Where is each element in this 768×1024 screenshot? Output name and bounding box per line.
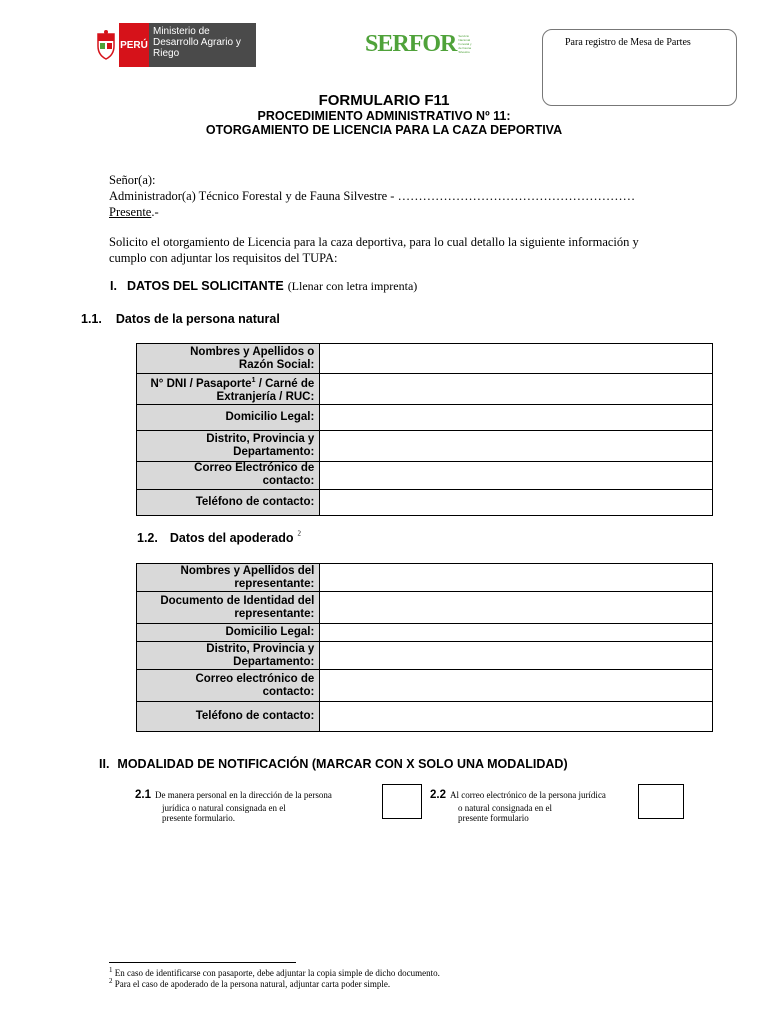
option-1-checkbox[interactable] <box>382 784 422 819</box>
dni-field[interactable] <box>320 374 713 405</box>
footnote-2-mark: 2 <box>109 977 113 985</box>
serfor-logo <box>365 28 472 60</box>
subsection-1-2-heading <box>137 529 301 547</box>
footnote-divider <box>109 962 296 963</box>
footnote-1-text: En caso de identificarse con pasaporte, debe adjuntar la copia simple de dicho documento. <box>114 968 440 978</box>
option-2-line-3: presente formulario <box>458 813 529 823</box>
option-1-line-2: jurídica o natural consignada en el <box>162 803 286 813</box>
field-label: Nombres y Apellidos del representante: <box>137 564 320 592</box>
phone-field[interactable] <box>320 489 713 515</box>
section-1-note: (Llenar con letra imprenta) <box>287 279 418 293</box>
rep-district-field[interactable] <box>320 642 713 670</box>
coat-of-arms-icon <box>93 23 119 67</box>
field-label: Correo Electrónico de contacto: <box>137 461 320 489</box>
field-label: Distrito, Provincia y Departamento: <box>137 430 320 461</box>
representative-table <box>136 563 713 732</box>
ministry-name: Ministerio de Desarrollo Agrario y Riego <box>149 23 256 67</box>
table-row <box>137 642 713 670</box>
addressee: Administrador(a) Técnico Forestal y de Fauna Silvestre - ………………………………………………… <box>109 189 636 203</box>
section-1-title: DATOS DEL SOLICITANTE <box>126 279 284 293</box>
subject-title: OTORGAMIENTO DE LICENCIA PARA LA CAZA DEPORTIVA <box>205 123 563 137</box>
field-label: Correo electrónico de contacto: <box>137 670 320 702</box>
table-row <box>137 430 713 461</box>
peru-label: PERÚ <box>119 23 149 67</box>
table-row <box>137 592 713 624</box>
subsection-1-2-title: Datos del apoderado <box>169 531 294 545</box>
field-label: Teléfono de contacto: <box>137 489 320 515</box>
field-label: Documento de Identidad del representante: <box>137 592 320 624</box>
notification-option-2 <box>430 785 645 823</box>
presente <box>109 204 159 220</box>
footnote-2 <box>109 976 390 990</box>
mesa-de-partes-label: Para registro de Mesa de Partes <box>565 37 691 48</box>
table-row <box>137 374 713 405</box>
footnote-2-text: Para el caso de apoderado de la persona natural, adjuntar carta poder simple. <box>114 979 391 989</box>
section-2-heading <box>99 755 568 773</box>
rep-email-field[interactable] <box>320 670 713 702</box>
field-label: Distrito, Provincia y Departamento: <box>137 642 320 670</box>
section-1-number: I. <box>110 279 117 293</box>
option-1-line-1: De manera personal en la dirección de la persona <box>155 790 332 800</box>
option-1-number: 2.1 <box>135 789 151 801</box>
field-label: Domicilio Legal: <box>137 624 320 642</box>
table-row <box>137 489 713 515</box>
subsection-1-2-footnote-mark: 2 <box>297 529 301 538</box>
name-field[interactable] <box>320 344 713 374</box>
subsection-1-1-number: 1.1. <box>81 312 102 326</box>
presente-suffix: .- <box>151 205 159 219</box>
table-row <box>137 670 713 702</box>
serfor-subtitle: Servicio Nacional Forestal y de Fauna Silvestre <box>458 34 472 54</box>
presente-word: Presente <box>109 205 152 219</box>
request-line-1: Solicito el otorgamiento de Licencia para la caza deportiva, para lo cual detallo la siguiente información y <box>109 235 639 249</box>
salutation: Señor(a): <box>109 173 156 187</box>
option-2-checkbox[interactable] <box>638 784 684 819</box>
table-row <box>137 404 713 430</box>
section-2-number: II. <box>99 757 110 771</box>
table-row <box>137 461 713 489</box>
serfor-wordmark: SERFOR <box>365 30 457 57</box>
field-label: Domicilio Legal: <box>137 404 320 430</box>
subsection-1-1-title: Datos de la persona natural <box>115 312 280 326</box>
table-row <box>137 624 713 642</box>
address-field[interactable] <box>320 404 713 430</box>
notification-option-1 <box>135 785 370 823</box>
field-label: Teléfono de contacto: <box>137 702 320 732</box>
form-title: FORMULARIO F11 <box>318 92 450 109</box>
email-field[interactable] <box>320 461 713 489</box>
rep-phone-field[interactable] <box>320 702 713 732</box>
rep-name-field[interactable] <box>320 564 713 592</box>
table-row <box>137 344 713 374</box>
option-2-line-1: Al correo electrónico de la persona jurídica <box>450 790 606 800</box>
natural-person-table <box>136 343 713 516</box>
option-2-line-2: o natural consignada en el <box>458 803 552 813</box>
minagri-logo <box>93 23 256 67</box>
footnote-1-mark: 1 <box>109 966 113 974</box>
field-label: N° DNI / Pasaporte$^1$ / Carné de Extranjería / RUC: <box>137 374 320 405</box>
option-2-number: 2.2 <box>430 789 446 801</box>
subsection-1-1-heading <box>81 310 280 328</box>
procedure-title: PROCEDIMIENTO ADMINISTRATIVO Nº 11: <box>257 109 511 123</box>
rep-address-field[interactable] <box>320 624 713 642</box>
field-label: Nombres y Apellidos o Razón Social: <box>137 344 320 374</box>
rep-id-field[interactable] <box>320 592 713 624</box>
section-2-title: MODALIDAD DE NOTIFICACIÓN (MARCAR CON X SOLO UNA MODALIDAD) <box>117 757 568 771</box>
request-line-2: cumplo con adjuntar los requisitos del TUPA: <box>109 251 338 265</box>
section-1-heading <box>110 277 417 295</box>
subsection-1-2-number: 1.2. <box>137 531 158 545</box>
table-row <box>137 564 713 592</box>
table-row <box>137 702 713 732</box>
district-field[interactable] <box>320 430 713 461</box>
option-1-line-3: presente formulario. <box>162 813 235 823</box>
